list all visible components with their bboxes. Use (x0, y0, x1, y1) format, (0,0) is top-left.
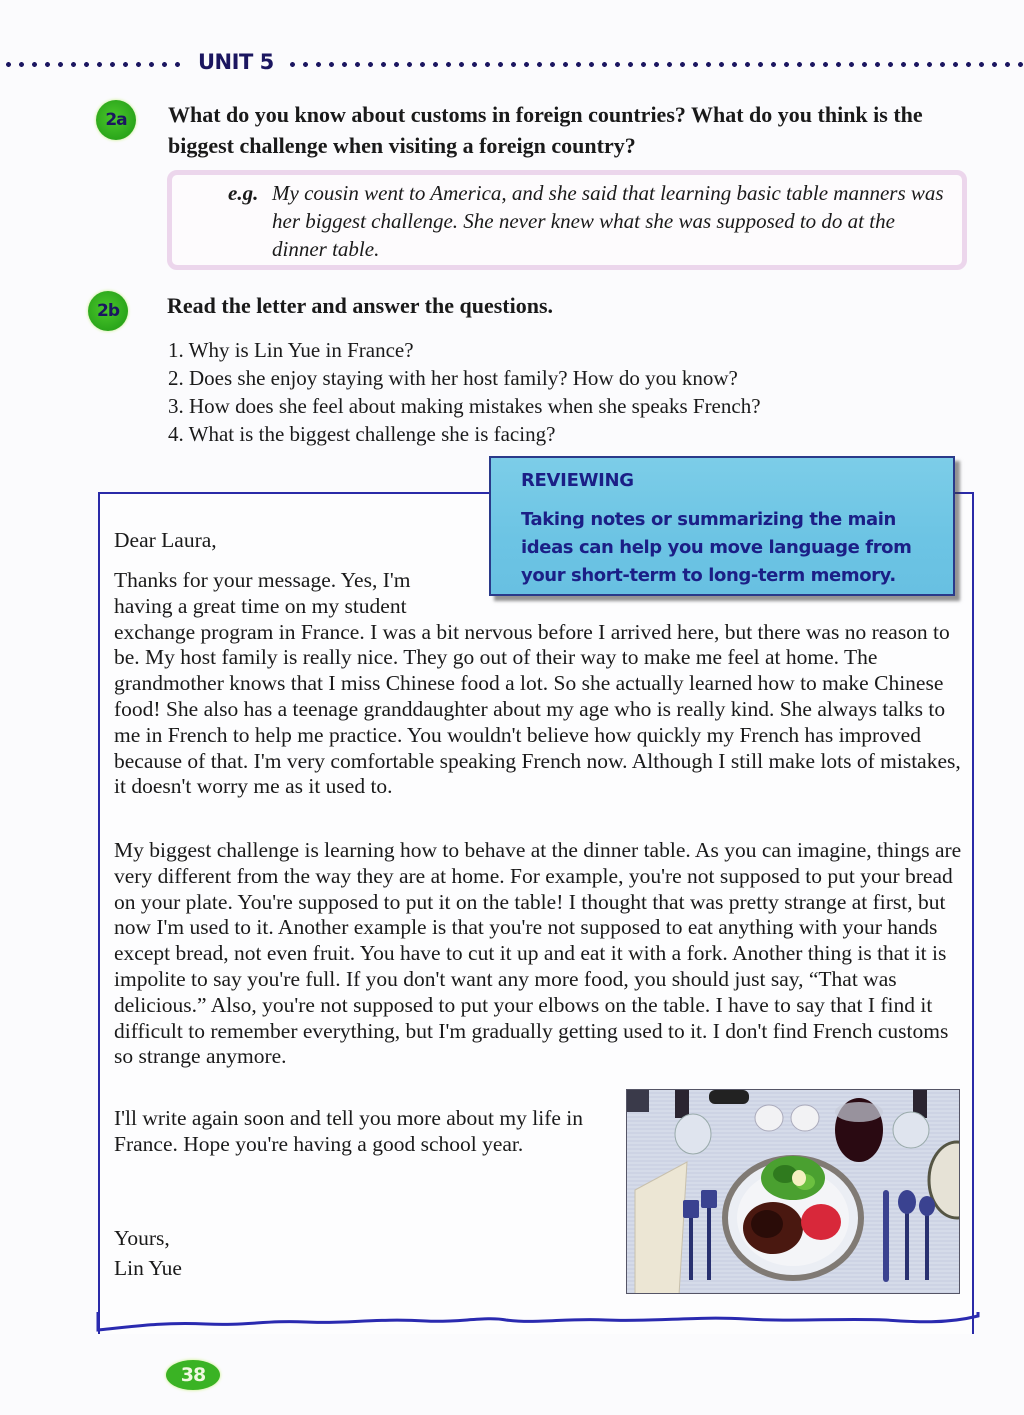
letter-closing: Yours, (114, 1226, 170, 1250)
letter-salutation: Dear Laura, (114, 528, 217, 552)
unit-header (0, 50, 1024, 76)
letter-paragraph-2: My biggest challenge is learning how to behave at the dinner table. As you can imagine, things are very different from the way they are at home. For example, you're not supposed to put your bread on your plate. You're supposed to put it on the table! I thought that was pretty strange at first, but now I'm used to it. Another example is that you're not supposed to eat anything with your hands except bread, not even fruit. You have to cut it up and eat it with a fork. Another thing is that it is impolite to say you're full. If you don't want any more food, you should just say, “That was delicious.” Also, you're not supposed to put your elbows on the table. I have to say that I find it difficult to remember everything, but I'm gradually getting used to it. I don't find French customs so strange anymore. (114, 838, 962, 1069)
place-setting-illustration (627, 1090, 960, 1294)
dotted-rule-right (286, 62, 1024, 67)
exercise-2a-prompt: What do you know about customs in foreign countries? What do you think is the biggest challenge when visiting a foreign country? (168, 102, 923, 158)
dotted-rule-left (2, 62, 180, 67)
question-item: 1. Why is Lin Yue in France? (168, 338, 414, 362)
dinner-table-photo (626, 1089, 960, 1294)
unit-label: UNIT 5 (198, 50, 274, 74)
exercise-badge-2b: 2b (88, 291, 128, 331)
letter-signature: Lin Yue (114, 1256, 182, 1280)
reviewing-tip-title: REVIEWING (521, 470, 634, 491)
reviewing-tip-body: Taking notes or summarizing the main ideas can help you move language from your short-term to long-term memory. (521, 509, 912, 586)
torn-bottom-edge (96, 1312, 980, 1336)
example-text (228, 179, 948, 263)
exercise-2b-prompt: Read the letter and answer the questions. (167, 293, 554, 318)
letter-paragraph-3: I'll write again soon and tell you more about my life in France. Hope you're having a good school year. (114, 1106, 584, 1156)
letter-paragraph-1-wrapped: Thanks for your message. Yes, I'm having a great time on my student (114, 568, 411, 618)
letter-paragraph-1 (114, 568, 964, 800)
question-item: 2. Does she enjoy staying with her host family? How do you know? (168, 366, 738, 390)
page-number-badge: 38 (166, 1360, 220, 1390)
question-item: 3. How does she feel about making mistakes when she speaks French? (168, 394, 761, 418)
example-label: e.g. (228, 181, 259, 205)
question-list (168, 336, 761, 448)
letter-paragraph-1-rest: exchange program in France. I was a bit nervous before I arrived here, but there was no reason to be. My host family is really nice. They go out of their way to make me feel at home. The grandmother knows that I miss Chinese food a lot. So she actually learned how to make Chinese food! She also has a teenage granddaughter about my age who is really kind. She always talks to me in French to help me practice. You wouldn't believe how quickly my French has improved because of that. I'm very comfortable speaking French now. Although I still make lots of mistakes, it doesn't worry me as it used to. (114, 619, 961, 799)
question-item: 4. What is the biggest challenge she is facing? (168, 422, 556, 446)
exercise-badge-2a: 2a (96, 100, 136, 140)
example-body: My cousin went to America, and she said that learning basic table manners was her biggest challenge. She never knew what she was supposed to do at the dinner table. (272, 181, 944, 261)
